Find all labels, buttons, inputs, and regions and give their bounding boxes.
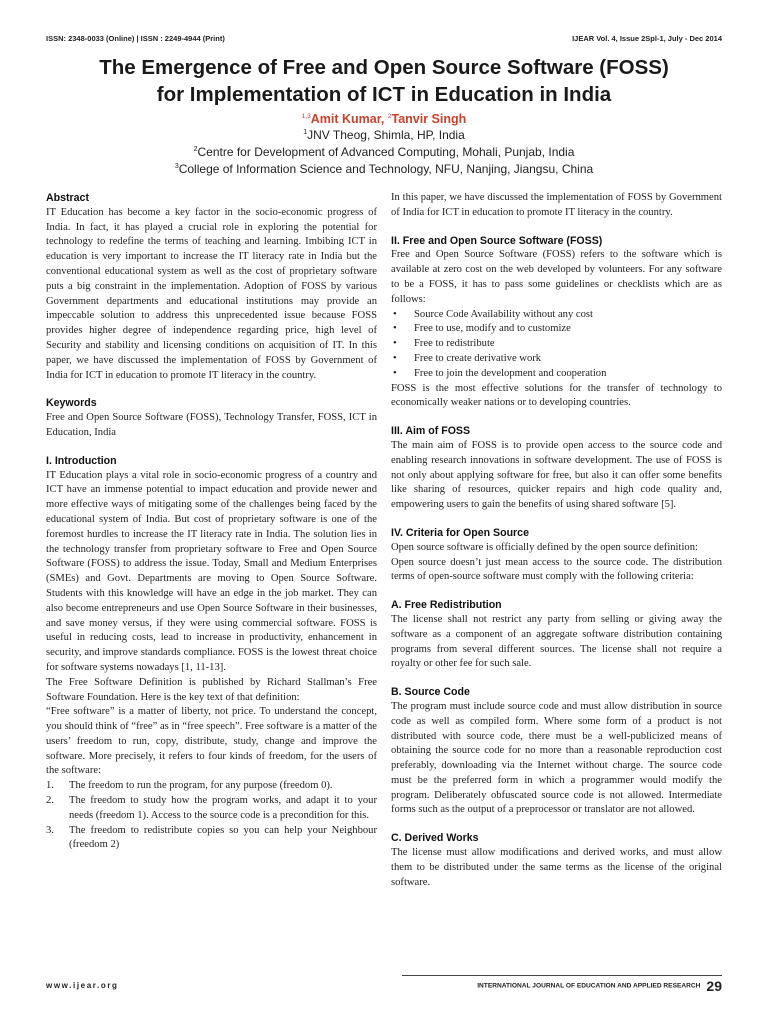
freedoms-list (46, 779, 377, 853)
list-item-number: 1. (46, 780, 54, 792)
title-line-2: for Implementation of ICT in Education in India (156, 83, 612, 106)
list-item (46, 794, 377, 824)
foss-heading: II. Free and Open Source Software (FOSS) (391, 234, 603, 247)
abstract-text: IT Education has become a key factor in the socio-economic progress of India. In fact, it has played a crucial role in exploring the potential for technology to redefine the terms of teaching and learning. Imbibing ICT in education is very important to increase the IT literacy rate in India but the conventional educational system as well as the cost of proprietary software puts a big constraint in the implementation. Adoption of FOSS by various Government departments and educational institutions may provide an impeccable solution to address this unprecedented issue because FOSS provides higher degree of independence regarding price, high level of Security and stability and licensing conditions on acquisition of IT. In this paper, we have discussed the implementation of FOSS by Government of India for ICT in education to promote IT literacy in the country. (46, 206, 377, 381)
author-1-name: Amit Kumar, (310, 112, 385, 126)
redistribution-heading: A. Free Redistribution (391, 599, 502, 612)
criteria-heading: IV. Criteria for Open Source (391, 526, 529, 539)
source-code-heading: B. Source Code (391, 686, 470, 699)
affiliation-3 (40, 162, 728, 176)
list-item (46, 824, 377, 854)
page-number: 29 (706, 977, 722, 994)
right-column (391, 191, 722, 890)
list-item-text: Free to create derivative work (414, 352, 542, 364)
list-item (391, 352, 722, 367)
introduction-paragraph-1: IT Education plays a vital role in socio-economic progress of a country and ICT have an immense potential to impact education and provide newer and more effective ways of mitigating some of the challenges being faced by the educational system of India. But cost of proprietary software is one of the foremost hurdles to increase the IT literacy rate in India. The solution lies in the technology transfer from proprietary software to Free and Open Source Software (FOSS) to address the issue. Today, Small and Medium Enterprises (SMEs) and Govt. Departments are moving to Open Source Software. Students with this knowledge will have an edge in the job market. They can also become entrepreneurs and use Open Source Software in their businesses, and save money versus, if they were using commercial software. FOSS is useful in reducing costs, lead to increase in productivity, enhancement in security, and improve standards compliance. FOSS is the lowest threat choice for software systems nowadays [1, 11-13]. (46, 469, 377, 673)
list-item-number: 2. (46, 795, 54, 807)
introduction-paragraph-2: The Free Software Definition is published by Richard Stallman’s Free Software Foundation. Here is the key text of that definition: (46, 676, 377, 703)
derived-works-text: The license must allow modifications and derived works, and must allow them to be distributed under the same terms as the license of the original software. (391, 847, 722, 888)
foss-paragraph-2: FOSS is the most effective solutions for the transfer of technology to economically weaker nations or to developing countries. (391, 382, 722, 409)
affiliation-1-text: JNV Theog, Shimla, HP, India (307, 128, 465, 142)
title-line-1: The Emergence of Free and Open Source Software (FOSS) (99, 56, 669, 79)
footer-website: www.ijear.org (46, 981, 119, 990)
list-item-text: Free to join the development and cooperation (414, 367, 607, 379)
author-list (40, 112, 728, 126)
redistribution-text: The license shall not restrict any party from selling or giving away the software as a component of an aggregate software distribution containing programs from several different sources. The license shall not require a royalty or other fee for such sale. (391, 613, 722, 670)
affiliation-3-text: College of Information Science and Technology, NFU, Nanjing, Jiangsu, China (178, 162, 594, 176)
aim-text: The main aim of FOSS is to provide open access to the source code and enabling research innovations in software development. The use of FOSS is not only about applying software for free, but also it can offer some benefits like sharing of resources, quicker repairs and high code quality and, empowering users to gain the benefits of using shared software [5]. (391, 439, 722, 511)
list-item-number: 3. (46, 824, 54, 836)
list-item-text: The freedom to study how the program works, and adapt it to your needs (freedom 1). Access to the source code is a precondition for this. (69, 795, 377, 821)
list-item (391, 308, 722, 323)
affiliation-2-text: Centre for Development of Advanced Computing, Mohali, Punjab, India (197, 145, 575, 159)
keywords-text: Free and Open Source Software (FOSS), Technology Transfer, FOSS, ICT in Education, India (46, 412, 377, 438)
affiliation-2 (40, 145, 728, 159)
affiliation-1-sup: 1 (303, 129, 308, 136)
abstract-heading: Abstract (46, 192, 89, 204)
footer-journal (477, 977, 722, 995)
left-column (46, 191, 377, 853)
foss-guidelines-list (391, 308, 722, 382)
running-header (46, 34, 722, 48)
list-item (46, 779, 377, 794)
list-item (391, 337, 722, 352)
keywords-heading: Keywords (46, 397, 97, 410)
derived-works-heading: C. Derived Works (391, 832, 479, 845)
aim-heading: III. Aim of FOSS (391, 425, 471, 438)
list-item-text: Source Code Availability without any cost (414, 308, 593, 320)
introduction-heading: I. Introduction (46, 454, 117, 467)
author-2-sup: 2 (387, 112, 392, 120)
bullet-icon: • (393, 367, 397, 379)
bullet-icon: • (393, 323, 397, 335)
list-item-text: The freedom to run the program, for any purpose (freedom 0). (69, 780, 333, 792)
list-item-text: Free to redistribute (414, 338, 495, 350)
journal-issue-text: IJEAR Vol. 4, Issue 2Spl-1, July - Dec 2014 (572, 34, 722, 43)
criteria-paragraph-2: Open source doesn’t just mean access to the source code. The distribution terms of open-source software must comply with the following criteria: (391, 556, 722, 583)
list-item-text: The freedom to redistribute copies so you can help your Neighbour (freedom 2) (69, 824, 377, 851)
footer-journal-name: INTERNATIONAL JOURNAL OF EDUCATION AND APPLIED RESEARCH (477, 982, 701, 990)
paper-title (40, 54, 728, 108)
list-item (391, 367, 722, 382)
bullet-icon: • (393, 352, 397, 364)
author-1-sup: 1,3 (301, 112, 311, 120)
bullet-icon: • (393, 338, 397, 350)
footer-divider (402, 975, 722, 976)
list-item (391, 322, 722, 337)
source-code-text: The program must include source code and must allow distribution in source code as well as compiled form. Where some form of a product is not distributed with source code, there must be a well-publicized means of obtaining the source code for no more than a reasonable reproduction cost preferably, downloading via the Internet without charge. The source code must be the preferred form in which a programmer would modify the program. Deliberately obfuscated source code is not allowed. Intermediate forms such as the output of a preprocessor or translator are not allowed. (391, 700, 722, 816)
affiliation-2-sup: 2 (193, 146, 198, 153)
bullet-icon: • (393, 308, 397, 320)
criteria-paragraph-1: Open source software is officially defined by the open source definition: (391, 541, 698, 553)
list-item-text: Free to use, modify and to customize (414, 323, 571, 335)
foss-paragraph-1: Free and Open Source Software (FOSS) refers to the software which is available at zero cost on the web developed by volunteers. For any software to be a FOSS, it has to pass some guidelines or checklists which are as follows: (391, 249, 722, 305)
affiliation-3-sup: 3 (174, 163, 179, 170)
right-intro-text: In this paper, we have discussed the implementation of FOSS by Government of India for ICT in education to promote IT literacy in the country. (391, 192, 722, 218)
introduction-paragraph-3: “Free software” is a matter of liberty, not price. To understand the concept, you should think of “free” as in “free speech”. Free software is a matter of the users’ freedom to run, copy, distribute, study, change and improve the software. More precisely, it refers to four kinds of freedom, for the users of the software: (46, 706, 377, 777)
affiliation-1 (40, 128, 728, 142)
author-2-name: Tanvir Singh (391, 112, 467, 126)
issn-text: ISSN: 2348-0033 (Online) | ISSN : 2249-4944 (Print) (46, 34, 225, 43)
